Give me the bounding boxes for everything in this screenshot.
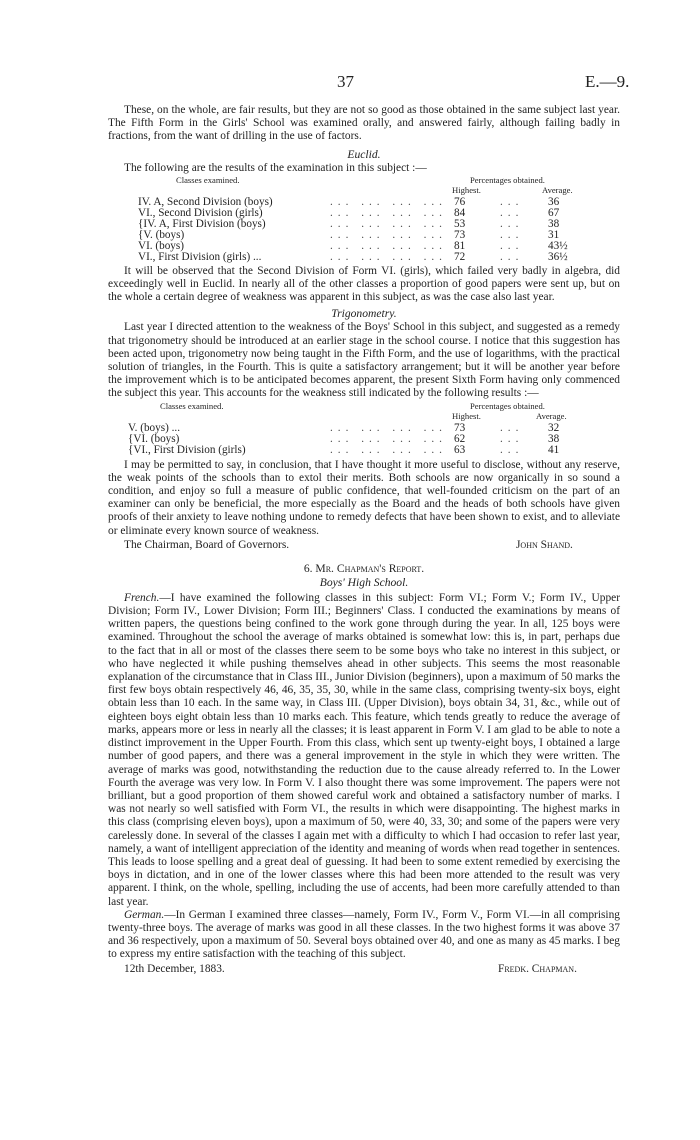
leader-dots: ... ... ... ... xyxy=(330,432,447,445)
highest-value: 63 xyxy=(454,443,466,456)
report-date: 12th December, 1883. xyxy=(124,962,225,975)
leader-dots: ... ... ... ... xyxy=(330,421,447,434)
col-highest: Highest. xyxy=(452,184,481,195)
class-name: VI., First Division (girls) ... xyxy=(138,250,262,263)
signature-block-1 xyxy=(108,538,620,552)
class-name: {VI., First Division (girls) xyxy=(128,443,246,456)
highest-value: 76 xyxy=(454,195,466,208)
french-paragraph xyxy=(108,592,620,909)
trig-table-header xyxy=(108,401,620,423)
class-name: {IV. A, First Division (boys) xyxy=(138,217,266,230)
signatory-name: John Shand. xyxy=(516,538,573,551)
leader-dots: ... ... ... ... xyxy=(330,250,447,263)
leader-dots: ... ... ... ... xyxy=(330,228,447,241)
conclusion-paragraph: I may be permitted to say, in conclusion, that I have thought it more useful to disclose, without any reserve, the weak points of the schools than to extol their merits. Both schools are now organically in so sound a condition, and enjoy so full a measure of public confidence, that well-founded criticism on the part of an examiner can only be beneficial, the more especially as the Board and the heads of both schools have given proofs of their anxiety to leave nothing undone to remedy defects that have been shown to exist, and to alleviate or eliminate every known source of weakness. xyxy=(108,458,620,537)
trig-body: Last year I directed attention to the weakness of the Boys' School in this subject, and suggested as a remedy that trigonometry should be introduced at an earlier stage in the school course. I notice that this suggestion has been acted upon, trigonometry now being taught in the Fifth Form, and the use of logarithms, with the practical solution of triangles, in the Fourth. This is quite a satisfactory arrangement; but it will be another year before the improvement which is to be anticipated becomes apparent, the present Sixth Form having only commenced the subject this year. This accounts for the weakness still indicated by the following results :— xyxy=(108,321,620,400)
euclid-table xyxy=(108,197,620,263)
average-value: 41 xyxy=(548,443,560,456)
euclid-table-header xyxy=(108,175,620,197)
leader-dots: ... xyxy=(500,228,524,241)
table-row xyxy=(108,434,620,445)
col-average: Average. xyxy=(542,184,573,195)
leader-dots: ... ... ... ... xyxy=(330,206,447,219)
document-reference: E.—9. xyxy=(585,72,630,91)
leader-dots: ... xyxy=(500,217,524,230)
average-value: 36½ xyxy=(548,250,568,263)
intro-paragraph: These, on the whole, are fair results, but they are not so good as those obtained in the same subject last year. The Fifth Form in the Girls' School was examined orally, and answered fairly, although failing badly in fractions, from the want of drilling in the use of factors. xyxy=(108,104,620,143)
addressee: The Chairman, Board of Governors. xyxy=(124,538,290,551)
german-label: German. xyxy=(124,908,165,921)
highest-value: 53 xyxy=(454,217,466,230)
body-column xyxy=(108,104,620,976)
col-average: Average. xyxy=(536,410,567,421)
german-text: —In German I examined three classes—namely, Form IV., Form V., Form VI.—in all comprising twenty-three boys. The average of marks was good in all these classes. In the two highest forms it was above 37 and 36 respectively, upon a maximum of 50. Several boys obtained over 40, and one as many as 45 marks. I beg to express my entire satisfaction with the teaching of this subject. xyxy=(108,908,620,961)
euclid-note: It will be observed that the Second Division of Form VI. (girls), which failed very badly in algebra, did exceedingly well in Euclid. In nearly all of the other classes a proportion of good papers were sent up, but on the whole a certain degree of weakness was apparent in this subject, as was the case also last year. xyxy=(108,264,620,304)
leader-dots: ... xyxy=(500,443,524,456)
table-row xyxy=(108,445,620,456)
average-value: 38 xyxy=(548,432,560,445)
table-row xyxy=(108,252,620,263)
page-number: 37 xyxy=(337,72,354,91)
highest-value: 72 xyxy=(454,250,466,263)
class-name: {VI. (boys) xyxy=(128,432,180,445)
col-percent: Percentages obtained. xyxy=(470,174,545,185)
trig-table xyxy=(108,423,620,456)
col-percent: Percentages obtained. xyxy=(470,400,545,411)
class-name: VI., Second Division (girls) xyxy=(138,206,263,219)
euclid-intro: The following are the results of the examination in this subject :— xyxy=(124,161,427,174)
leader-dots: ... xyxy=(500,239,524,252)
signatory-name: Fredk. Chapman. xyxy=(498,962,577,975)
highest-value: 84 xyxy=(454,206,466,219)
highest-value: 73 xyxy=(454,421,466,434)
german-paragraph xyxy=(108,909,620,962)
leader-dots: ... xyxy=(500,421,524,434)
average-value: 38 xyxy=(548,217,560,230)
class-name: IV. A, Second Division (boys) xyxy=(138,195,273,208)
leader-dots: ... ... ... ... xyxy=(330,195,447,208)
french-text: —I have examined the following classes in this subject: Form VI.; Form V.; Form IV., Upper Division; Form IV., Lower Division; Form III.; Beginners' Class. I conducted the examinations by means of written papers, the questions being confined to the work gone through during the year. In all, 125 boys were examined. Throughout the school the average of marks obtained is somewhat low: this is, in part, perhaps due to the fact that in all or most of the classes there seem to be some boys who take no interest in this subject, or who have neglected it while pushing themselves ahead in other subjects. This seems the most reasonable explanation of the circumstance that in Class III., Junior Division (beginners), upon a maximum of 50 marks the first few boys obtain respectively 46, 46, 35, 35, 30, while in the same class, comprising twenty-six boys, eight obtain less than 10 each. In the same way, in Class III. (Upper Division), boys obtain 34, 31, &c., while out of eighteen boys eight obtain less than 10 marks each. This feature, which tends greatly to reduce the average of marks, appears more or less in nearly all the classes; it is least apparent in Form V. I am glad to be able to note a distinct improvement in the Upper Fourth. From this class, which sent up twenty-eight boys, I obtained a large number of good papers, and there was a general improvement in the style in which they were written. The average of marks was good, notwithstanding the reduction due to the cause already referred to. In the Lower Fourth the average was very low. In Form V. I also thought there was some improvement. The papers were not brilliant, but a good proportion of them showed careful work and obtained a satisfactory number of marks. I was not nearly so well satisfied with Form VI., the results in which were disappointing. The highest marks in this class (comprising eleven boys), upon a maximum of 50, were 40, 33, 30; and some of the papers were very carelessly done. In several of the classes I again met with a difficulty to which I had occasion to refer last year, namely, a want of intelligent appreciation of the identity and meaning of words when read together in sentences. This leads to loose spelling and a great deal of guessing. It had been to some extent remedied by exercising the boys in dictation, and in one of the lower classes where this had been more attended to the result was very apparent. I think, on the whole, spelling, including the use of accents, had been more carefully attended to than last year. xyxy=(108,591,620,908)
signature-block-2 xyxy=(108,962,620,976)
col-highest: Highest. xyxy=(452,410,481,421)
leader-dots: ... ... ... ... xyxy=(330,239,447,252)
leader-dots: ... ... ... ... xyxy=(330,443,447,456)
report-subheading: Boys' High School. xyxy=(319,575,409,589)
report-heading: 6. Mr. Chapman's Report. xyxy=(303,561,425,575)
leader-dots: ... xyxy=(500,432,524,445)
french-label: French. xyxy=(124,591,160,604)
class-name: {V. (boys) xyxy=(138,228,185,241)
average-value: 67 xyxy=(548,206,560,219)
table-row xyxy=(108,423,620,434)
average-value: 36 xyxy=(548,195,560,208)
leader-dots: ... xyxy=(500,206,524,219)
leader-dots: ... xyxy=(500,195,524,208)
average-value: 32 xyxy=(548,421,560,434)
class-name: VI. (boys) xyxy=(138,239,184,252)
average-value: 43½ xyxy=(548,239,568,252)
class-name: V. (boys) ... xyxy=(128,421,181,434)
col-classes: Classes examined. xyxy=(176,174,240,185)
leader-dots: ... ... ... ... xyxy=(330,217,447,230)
trig-heading: Trigonometry. xyxy=(331,307,397,321)
highest-value: 62 xyxy=(454,432,466,445)
col-classes: Classes examined. xyxy=(160,400,224,411)
highest-value: 73 xyxy=(454,228,466,241)
average-value: 31 xyxy=(548,228,560,241)
highest-value: 81 xyxy=(454,239,466,252)
euclid-heading: Euclid. xyxy=(347,147,381,161)
leader-dots: ... xyxy=(500,250,524,263)
